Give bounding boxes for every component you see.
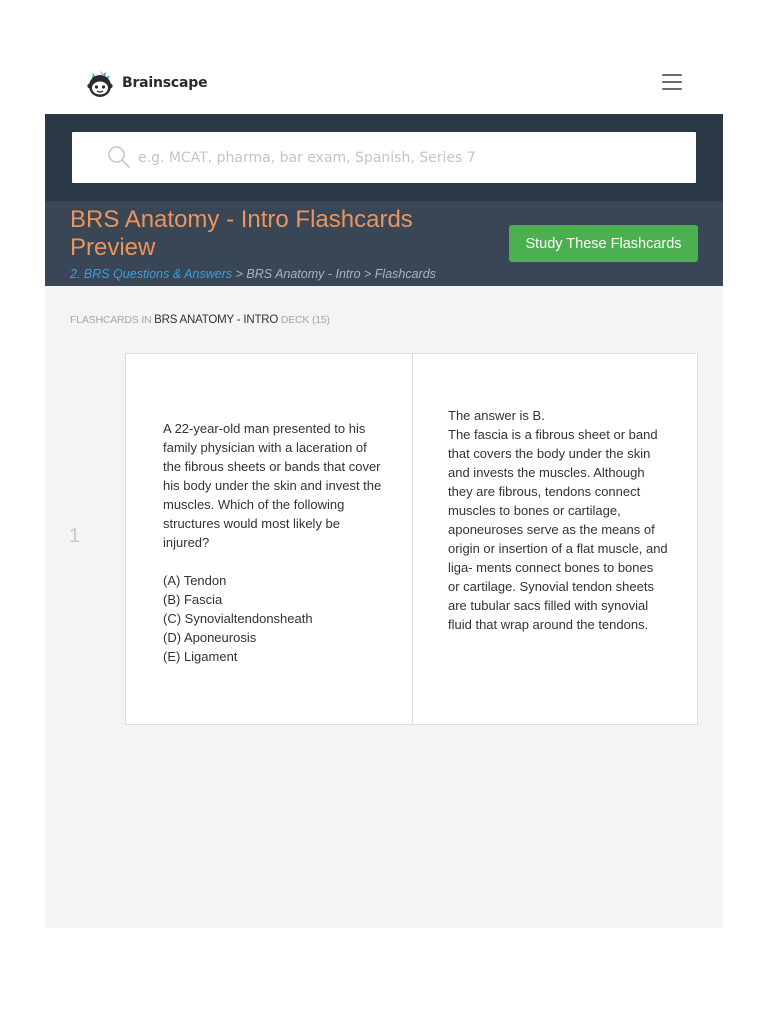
question-text: A 22-year-old man presented to his family physician with a laceration of the fibrous sheets or bands that cover his body under the skin and invest the muscles. Which of the following structures would most likely be injured? [163, 421, 382, 550]
search-input[interactable] [136, 132, 676, 183]
study-flashcards-button[interactable]: Study These Flashcards [509, 225, 698, 262]
deck-meta [70, 314, 330, 326]
option-e: (E) Ligament [163, 649, 238, 664]
search-band [45, 114, 723, 201]
option-a: (A) Tendon [163, 573, 227, 588]
answer-text: The fascia is a fibrous sheet or band that covers the body under the skin and invests the muscles. Although they are fibrous, tendons connect muscles to bones or cartilage, aponeuroses serve as the means of origin or insertion of a flat muscle, and liga- ments connect bones to bones or cartilage. Synovial tendon sheets are tubular sacs filled with synovial fluid that wrap around the tendons. [448, 427, 668, 632]
breadcrumb [70, 267, 436, 281]
card-question [163, 419, 383, 666]
answer-options [163, 571, 383, 666]
brand-name: Brainscape [122, 75, 208, 91]
hamburger-icon[interactable] [660, 72, 684, 92]
option-b: (B) Fascia [163, 592, 223, 607]
page-title: BRS Anatomy - Intro Flashcards Preview [70, 206, 413, 261]
card-divider [412, 354, 413, 724]
deck-meta-prefix: FLASHCARDS IN [70, 314, 155, 326]
search-icon[interactable] [107, 145, 131, 169]
card-answer [448, 406, 668, 634]
answer-lead: The answer is B. [448, 408, 545, 423]
breadcrumb-separator: > [360, 267, 375, 281]
breadcrumb-leaf: Flashcards [374, 267, 436, 281]
flashcards-content [45, 286, 723, 928]
breadcrumb-deck: BRS Anatomy - Intro [246, 267, 361, 281]
option-d: (D) Aponeurosis [163, 630, 257, 645]
breadcrumb-root-link[interactable]: 2. BRS Questions & Answers [70, 267, 233, 281]
search-box [72, 132, 696, 183]
deck-header [45, 201, 723, 286]
deck-meta-suffix: DECK (15) [278, 314, 330, 326]
deck-meta-name: BRS ANATOMY - INTRO [154, 314, 279, 326]
brain-mascot-icon [84, 67, 116, 99]
flashcard[interactable] [125, 353, 698, 725]
top-navbar [0, 0, 768, 114]
option-c: (C) Synovialtendonsheath [163, 611, 313, 626]
breadcrumb-separator: > [232, 267, 247, 281]
flashcard-row [45, 353, 723, 725]
brand-logo-link[interactable] [84, 66, 207, 100]
card-number: 1 [69, 525, 81, 547]
